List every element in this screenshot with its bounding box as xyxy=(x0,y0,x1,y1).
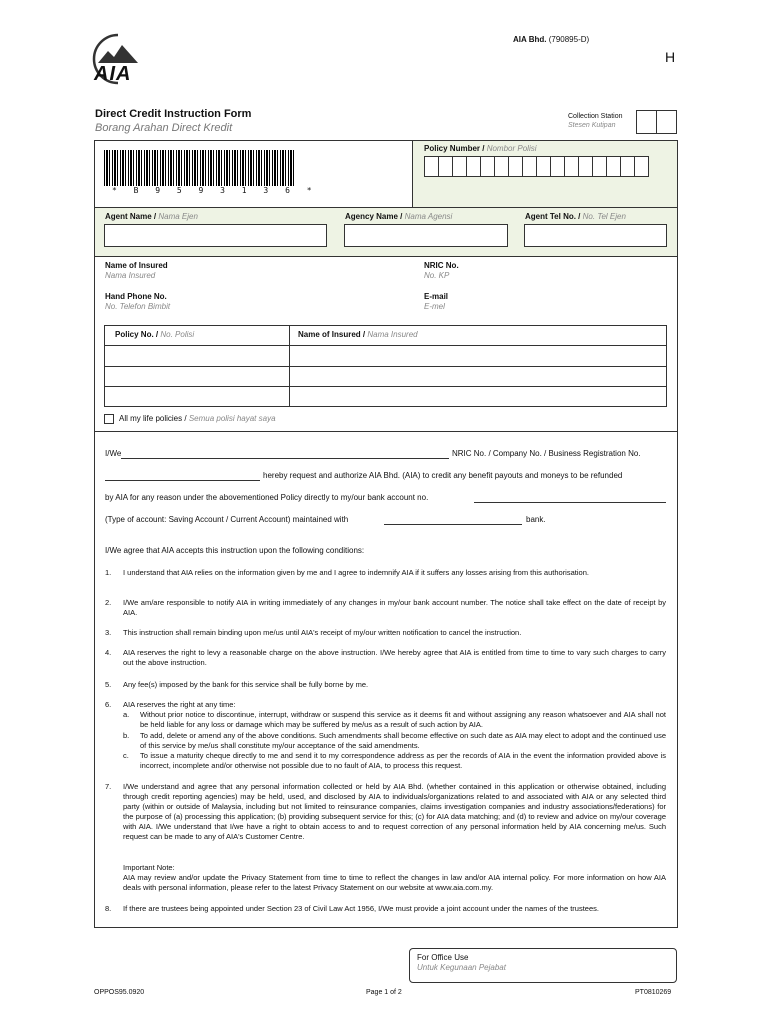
declaration-line-1 xyxy=(105,449,667,458)
name-blank[interactable] xyxy=(121,458,449,459)
condition-3: This instruction shall remain binding upon me/us until AIA's receipt of my/our written notification to cancel the instruction. xyxy=(123,628,522,637)
agent-tel-label-en: Agent Tel No. / xyxy=(525,212,581,221)
nric-label-ms: No. KP xyxy=(424,271,450,280)
agent-tel-label-ms: No. Tel Ejen xyxy=(582,212,626,221)
policy-number-label-ms: Nombor Polisi xyxy=(486,144,537,153)
condition-4-number: 4. xyxy=(105,648,112,657)
policy-table-col1 xyxy=(115,330,194,339)
nric-label: NRIC No. xyxy=(424,261,459,270)
policy-table-col1-en: Policy No. / xyxy=(115,330,159,339)
company-reg: (790895-D) xyxy=(548,35,590,44)
footer-left: OPPOS95.0920 xyxy=(94,989,145,996)
table-row-3-cell-2[interactable] xyxy=(290,387,666,406)
policy-table-col2-ms: Nama Insured xyxy=(367,330,418,339)
insured-name-label: Name of Insured xyxy=(105,261,168,270)
condition-6b: To add, delete or amend any of the above conditions. Such amendments shall become effective on such date as AIA may elect to adopt and the continued use of this service by me/us shall constitute my/our acceptance of the said amendments. xyxy=(140,731,666,750)
footer-right: PT0810269 xyxy=(635,989,672,996)
condition-2-number: 2. xyxy=(105,598,112,607)
collection-station-label-ms: Stesen Kutipan xyxy=(568,122,616,129)
phone-label-ms: No. Telefon Bimbit xyxy=(105,302,171,311)
office-use-label: For Office Use xyxy=(417,953,469,962)
aia-logo xyxy=(92,33,144,89)
condition-1: I understand that AIA relies on the information given by me and I agree to indemnify AIA if it suffers any losses arising from this authorisation. xyxy=(123,568,589,577)
agency-name-input[interactable] xyxy=(344,224,508,247)
company-header xyxy=(513,35,589,44)
table-row-1-cell-1[interactable] xyxy=(105,346,288,365)
agent-name-label-ms: Nama Ejen xyxy=(158,212,198,221)
all-policies-label xyxy=(119,414,276,423)
bank-account-blank[interactable] xyxy=(474,502,666,503)
table-row-1-cell-2[interactable] xyxy=(290,346,666,365)
policy-table-col1-ms: No. Polisi xyxy=(160,330,195,339)
condition-6a-letter: a. xyxy=(123,710,130,719)
agent-name-label-en: Agent Name / xyxy=(105,212,157,221)
table-row-2-cell-2[interactable] xyxy=(290,367,666,385)
collection-station-box-2[interactable] xyxy=(656,110,677,134)
agent-name-label xyxy=(105,212,198,221)
bank-name-blank[interactable] xyxy=(384,524,522,525)
policy-table-col2 xyxy=(298,330,418,339)
phone-label: Hand Phone No. xyxy=(105,292,167,301)
condition-6-number: 6. xyxy=(105,700,112,709)
agent-name-input[interactable] xyxy=(104,224,327,247)
condition-2: I/We am/are responsible to notify AIA in writing immediately of any changes in my/our bank account number. The notice shall take effect on the date of receipt by AIA. xyxy=(123,598,666,617)
office-use-label-ms: Untuk Kegunaan Pejabat xyxy=(417,963,506,972)
all-policies-label-ms: Semua polisi hayat saya xyxy=(188,414,276,423)
important-note-title: Important Note: xyxy=(123,863,175,872)
declaration-line1-b: NRIC No. / Company No. / Business Registration No. xyxy=(452,449,641,458)
condition-8-number: 8. xyxy=(105,904,112,913)
all-policies-label-en: All my life policies / xyxy=(119,414,187,423)
policy-number-field[interactable] xyxy=(424,156,648,177)
form-title-ms: Borang Arahan Direct Kredit xyxy=(95,122,233,134)
condition-6c: To issue a maturity cheque directly to me and send it to my correspondence address as per the records of AIA in the event the information provided above is incorrect, incomplete and/or otherwise not possible due to no fault of AIA, to process this request. xyxy=(140,751,666,770)
declaration-line-4 xyxy=(105,515,667,524)
declaration-line2: hereby request and authorize AIA Bhd. (AIA) to credit any benefit payouts and moneys to be refunded xyxy=(263,471,623,480)
policy-number-label-en: Policy Number / xyxy=(424,144,485,153)
declaration-line-3 xyxy=(105,493,667,502)
agent-tel-label xyxy=(525,212,626,221)
insured-name-label-ms: Nama Insured xyxy=(105,271,156,280)
condition-1-number: 1. xyxy=(105,568,112,577)
email-label-ms: E-mel xyxy=(424,302,445,311)
form-title: Direct Credit Instruction Form xyxy=(95,108,252,120)
agency-name-label-en: Agency Name / xyxy=(345,212,403,221)
table-row-3-cell-1[interactable] xyxy=(105,387,288,406)
page-number: Page 1 of 2 xyxy=(366,989,402,996)
form-code: H xyxy=(665,49,676,65)
condition-3-number: 3. xyxy=(105,628,112,637)
condition-8: If there are trustees being appointed under Section 23 of Civil Law Act 1956, I/We must provide a joint account under the names of the trustees. xyxy=(123,904,599,913)
email-label: E-mail xyxy=(424,292,449,301)
condition-4: AIA reserves the right to levy a reasonable charge on the above instruction. I/We hereby agree that AIA is entitled from time to time to vary such charges to carry out the above instruction. xyxy=(123,648,666,667)
condition-6a: Without prior notice to discontinue, interrupt, withdraw or suspend this service as it deems fit and without assigning any reason whatsoever and AIA shall not be held liable for any loss or damage which may be suffered by me/us as a result of such action by AIA. xyxy=(140,710,666,729)
company-name: AIA Bhd. xyxy=(513,35,547,44)
policy-table-col2-en: Name of Insured / xyxy=(298,330,366,339)
condition-6b-letter: b. xyxy=(123,731,130,740)
barcode-text: * B 9 5 9 3 1 3 6 * xyxy=(112,186,318,195)
agent-tel-input[interactable] xyxy=(524,224,667,247)
important-note: AIA may review and/or update the Privacy Statement from time to time to reflect the changes in law and/or AIA internal policy. For more information on how AIA deals with personal information, please refer to the latest Privacy Statement on our website at www.aia.com.my. xyxy=(123,873,666,892)
logo-text: AIA xyxy=(94,63,132,85)
agree-statement: I/We agree that AIA accepts this instruction upon the following conditions: xyxy=(105,546,365,555)
condition-5: Any fee(s) imposed by the bank for this service shall be fully borne by me. xyxy=(123,680,369,689)
collection-station-box-1[interactable] xyxy=(636,110,657,134)
table-row-2-cell-1[interactable] xyxy=(105,367,288,385)
declaration-line4-a: (Type of account: Saving Account / Current Account) maintained with xyxy=(105,515,349,524)
condition-6c-letter: c. xyxy=(123,751,129,760)
declaration-line1-a: I/We xyxy=(105,449,122,458)
collection-station-label: Collection Station xyxy=(568,113,623,120)
agency-name-label-ms: Nama Agensi xyxy=(404,212,453,221)
id-number-blank[interactable] xyxy=(105,480,260,481)
declaration-line4-b: bank. xyxy=(526,515,546,524)
declaration-line3: by AIA for any reason under the abovementioned Policy directly to my/our bank account no. xyxy=(105,493,429,502)
condition-7: I/We understand and agree that any personal information collected or held by AIA Bhd. (whether contained in this application or otherwise obtained, including through credit reporting agencies) may be held, used, and disclosed by AIA to individuals/organizations related to and associated with AIA or any selected third party (within or outside of Malaysia, including but not limited to reinsurance companies, claims investigation companies and industry associations/federations) for the purpose of (a) processing this application; (b) providing subsequent service for this; (c) for AIA data matching; and (d) to review and advice on my/our coverage with AIA. I/We understand that I/we have a right to obtain access to and to request correction of any personal information held by AIA concerning me/us. Such request can be made to any of AIA's Customer Centre. xyxy=(123,782,666,841)
condition-6: AIA reserves the right at any time: xyxy=(123,700,236,709)
condition-7-number: 7. xyxy=(105,782,112,791)
condition-5-number: 5. xyxy=(105,680,112,689)
all-policies-checkbox[interactable] xyxy=(104,414,114,424)
policy-number-label xyxy=(424,144,537,153)
agency-name-label xyxy=(345,212,452,221)
barcode xyxy=(104,150,294,186)
